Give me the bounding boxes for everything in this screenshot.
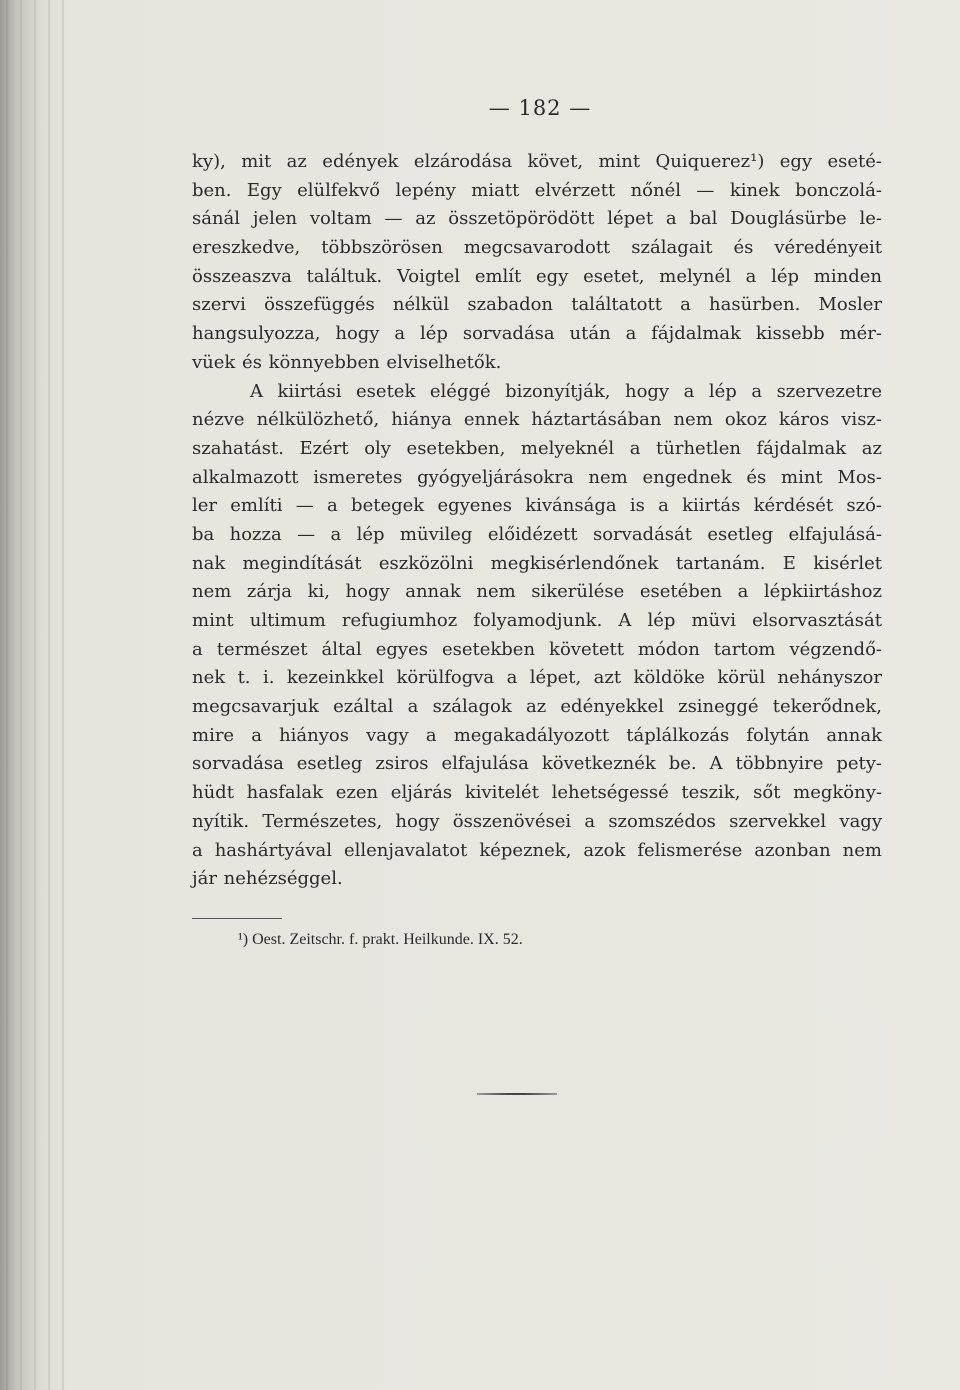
- text-line: a hashártyával ellenjavalatot képeznek, azok felismerése azonban nem: [192, 839, 882, 861]
- text-line: alkalmazott ismeretes gyógyeljárásokra nem engednek és mint Mos-: [192, 466, 882, 488]
- text-line: sánál jelen voltam — az összetöpörödött lépet a bal Douglásürbe le-: [192, 208, 882, 230]
- page-number: — 182 —: [488, 96, 592, 120]
- text-line: hüdt hasfalak ezen eljárás kivitelét lehetségessé teszik, sőt megköny-: [192, 782, 882, 804]
- footnote-separator: [192, 918, 282, 919]
- text-line: hangsulyozza, hogy a lép sorvadása után a fájdalmak kissebb mér-: [192, 323, 882, 345]
- text-line: ler említi — a betegek egyenes kivánsága is a kiirtás kérdését szó-: [192, 495, 882, 517]
- text-line: összeaszva találtuk. Voigtel említ egy esetet, melynél a lép minden: [192, 265, 882, 287]
- text-line: mire a hiányos vagy a megakadályozott táplálkozás folytán annak: [192, 724, 882, 746]
- text-line: nak megindítását eszközölni megkisérlendőnek tartanám. E kisérlet: [192, 552, 882, 574]
- text-line: jár nehézséggel.: [192, 868, 343, 890]
- text-line: megcsavarjuk ezáltal a szálagok az edényekkel zsineggé tekerődnek,: [192, 696, 882, 718]
- text-line: nem zárja ki, hogy annak nem sikerülése esetében a lépkiirtáshoz: [192, 581, 882, 603]
- text-line: ba hozza — a lép müvileg előidézett sorvadását esetleg elfajulásá-: [192, 523, 882, 545]
- text-line: szahatást. Ezért oly esetekben, melyeknél a türhetlen fájdalmak az: [192, 437, 882, 459]
- text-line: sorvadása esetleg zsiros elfajulása következnék be. A többnyire pety-: [192, 753, 882, 775]
- book-spine-shadow: [0, 0, 75, 1390]
- text-line: A kiirtási esetek eléggé bizonyítják, hogy a lép a szervezetre: [250, 380, 882, 402]
- end-ornament-rule: [477, 1093, 557, 1095]
- text-line: ereszkedve, többszörösen megcsavarodott szálagait és véredényeit: [192, 237, 882, 259]
- text-line: szervi összefüggés nélkül szabadon találtatott a hasürben. Mosler: [192, 294, 882, 316]
- body-text: [192, 148, 882, 894]
- text-line: vüek és könnyebben elviselhetők.: [192, 351, 502, 373]
- text-line: nyítik. Természetes, hogy összenövései a szomszédos szervekkel vagy: [192, 810, 882, 832]
- text-line: nek t. i. kezeinkkel körülfogva a lépet, azt köldöke körül nehányszor: [192, 667, 882, 689]
- text-line: nézve nélkülözhető, hiánya ennek háztartásában nem okoz káros visz-: [192, 409, 882, 431]
- text-line: mint ultimum refugiumhoz folyamodjunk. A lép müvi elsorvasztását: [192, 610, 882, 631]
- text-line: ky), mit az edények elzárodása követ, mint Quiquerez¹) egy eseté-: [192, 151, 882, 172]
- footnote: ¹) Oest. Zeitschr. f. prakt. Heilkunde. IX. 52.: [238, 931, 523, 948]
- text-line: a természet által egyes esetekben követett módon tartom végzendő-: [192, 638, 882, 660]
- text-line: ben. Egy elülfekvő lepény miatt elvérzett nőnél — kinek bonczolá-: [192, 179, 882, 201]
